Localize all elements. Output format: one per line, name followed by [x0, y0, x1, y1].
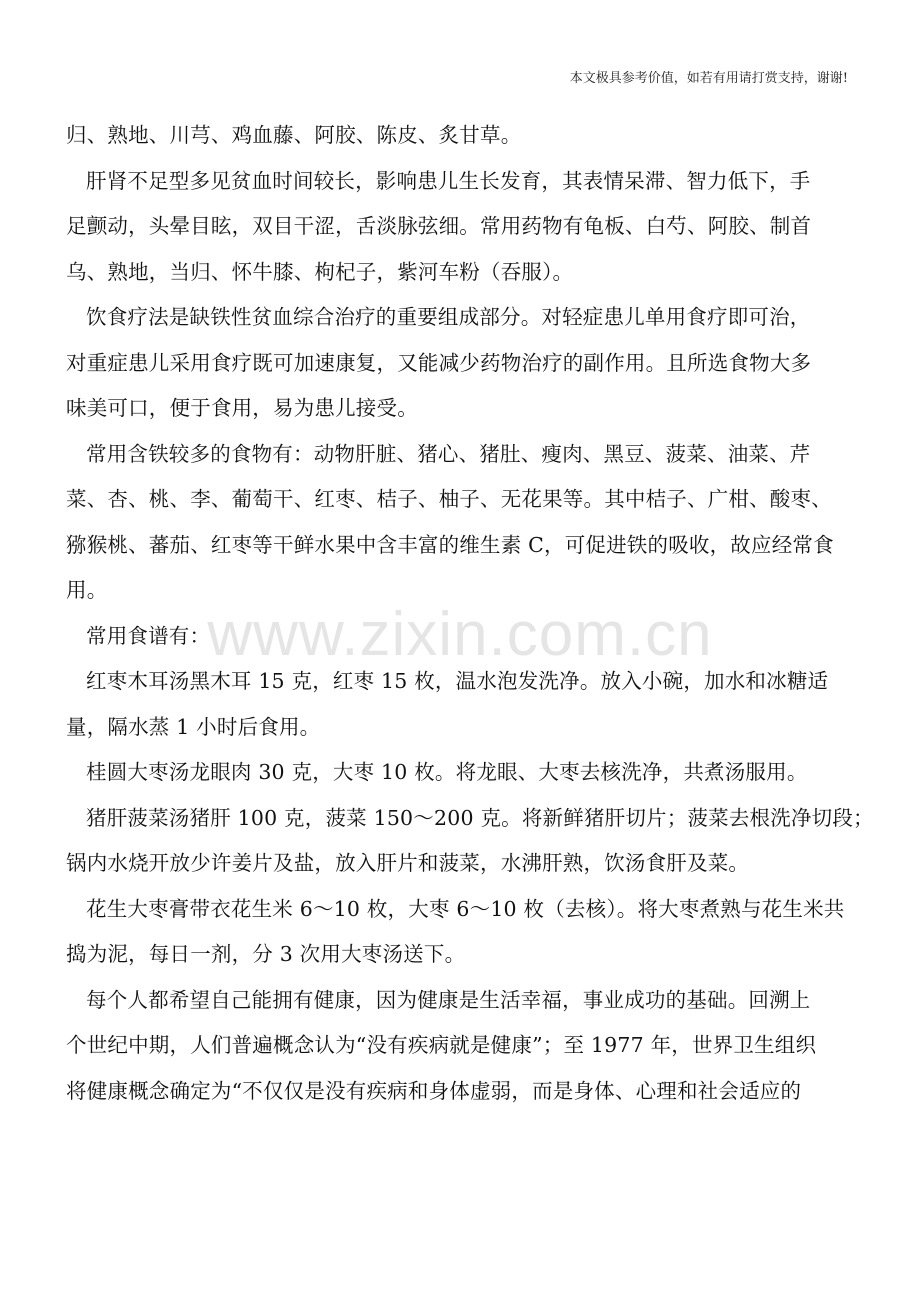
paragraph-health-concept — [66, 978, 856, 1115]
text-line: 归、熟地、川芎、鸡血藤、阿胶、陈皮、炙甘草。 — [66, 123, 522, 147]
text-line: 锅内水烧开放少许姜片及盐，放入肝片和菠菜，水沸肝熟，饮汤食肝及菜。 — [66, 851, 750, 875]
text-line: 足颤动，头晕目眩，双目干涩，舌淡脉弦细。常用药物有龟板、白芍、阿胶、制首 — [66, 214, 812, 238]
text-line: 红枣木耳汤黑木耳 15 克，红枣 15 枚，温水泡发洗净。放入小碗，加水和冰糖适 — [86, 669, 829, 693]
paragraph-diet-therapy — [66, 295, 856, 432]
paragraph-liver-kidney — [66, 159, 856, 296]
text-line: 菜、杏、桃、李、葡萄干、红枣、桔子、柚子、无花果等。其中桔子、广柑、酸枣、 — [66, 487, 832, 511]
text-line: 量，隔水蒸 1 小时后食用。 — [66, 714, 321, 739]
text-line: 味美可口，便于食用，易为患儿接受。 — [66, 396, 418, 420]
paragraph-recipe-peanut — [66, 887, 856, 978]
paragraph-recipes-heading — [66, 614, 856, 660]
paragraph-iron-foods — [66, 432, 856, 614]
paragraph-recipe-jujube-fungus — [66, 659, 856, 750]
text-line: 对重症患儿采用食疗既可加速康复，又能减少药物治疗的副作用。且所选食物大多 — [66, 350, 812, 375]
paragraph-recipe-longan — [66, 750, 856, 796]
text-line: 花生大枣膏带衣花生米 6～10 枚，大枣 6～10 枚（去核）。将大枣煮熟与花生米共 — [86, 896, 845, 921]
text-line: 常用食谱有： — [86, 623, 211, 648]
text-line: 个世纪中期，人们普遍概念认为“没有疾病就是健康”；至 1977 年，世界卫生组织 — [66, 1033, 817, 1057]
text-line: 猪肝菠菜汤猪肝 100 克，菠菜 150～200 克。将新鲜猪肝切片；菠菜去根洗净切段； — [86, 805, 874, 830]
text-line: 将健康概念确定为“不仅仅是没有疾病和身体虚弱，而是身体、心理和社会适应的 — [66, 1078, 802, 1103]
paragraph-herb-list-end — [66, 113, 856, 159]
text-line: 用。 — [66, 578, 108, 602]
text-line: 常用含铁较多的食物有：动物肝脏、猪心、猪肚、瘦肉、黑豆、菠菜、油菜、芹 — [86, 441, 811, 466]
text-line: 乌、熟地，当归、怀牛膝、枸杞子，紫河车粉（吞服）。 — [66, 259, 574, 284]
text-line: 桂圆大枣汤龙眼肉 30 克，大枣 10 枚。将龙眼、大枣去核洗净，共煮汤服用。 — [86, 760, 808, 784]
document-body — [66, 113, 874, 1114]
text-line: 捣为泥，每日一剂，分 3 次用大枣汤送下。 — [66, 942, 466, 966]
text-line: 饮食疗法是缺铁性贫血综合治疗的重要组成部分。对轻症患儿单用食疗即可治， — [86, 305, 811, 329]
text-line: 每个人都希望自己能拥有健康，因为健康是生活幸福，事业成功的基础。回溯上 — [86, 987, 811, 1012]
watermark: www.zixin.com.cn — [207, 600, 713, 669]
text-line: 肝肾不足型多见贫血时间较长，影响患儿生长发育，其表情呆滞、智力低下，手 — [86, 168, 811, 193]
header-note: 本文极具参考价值，如若有用请打赏支持，谢谢! — [569, 71, 848, 86]
paragraph-recipe-pork-liver — [66, 796, 874, 887]
text-line: 猕猴桃、蕃茄、红枣等干鲜水果中含丰富的维生素 C，可促进铁的吸收，故应经常食 — [66, 532, 834, 557]
